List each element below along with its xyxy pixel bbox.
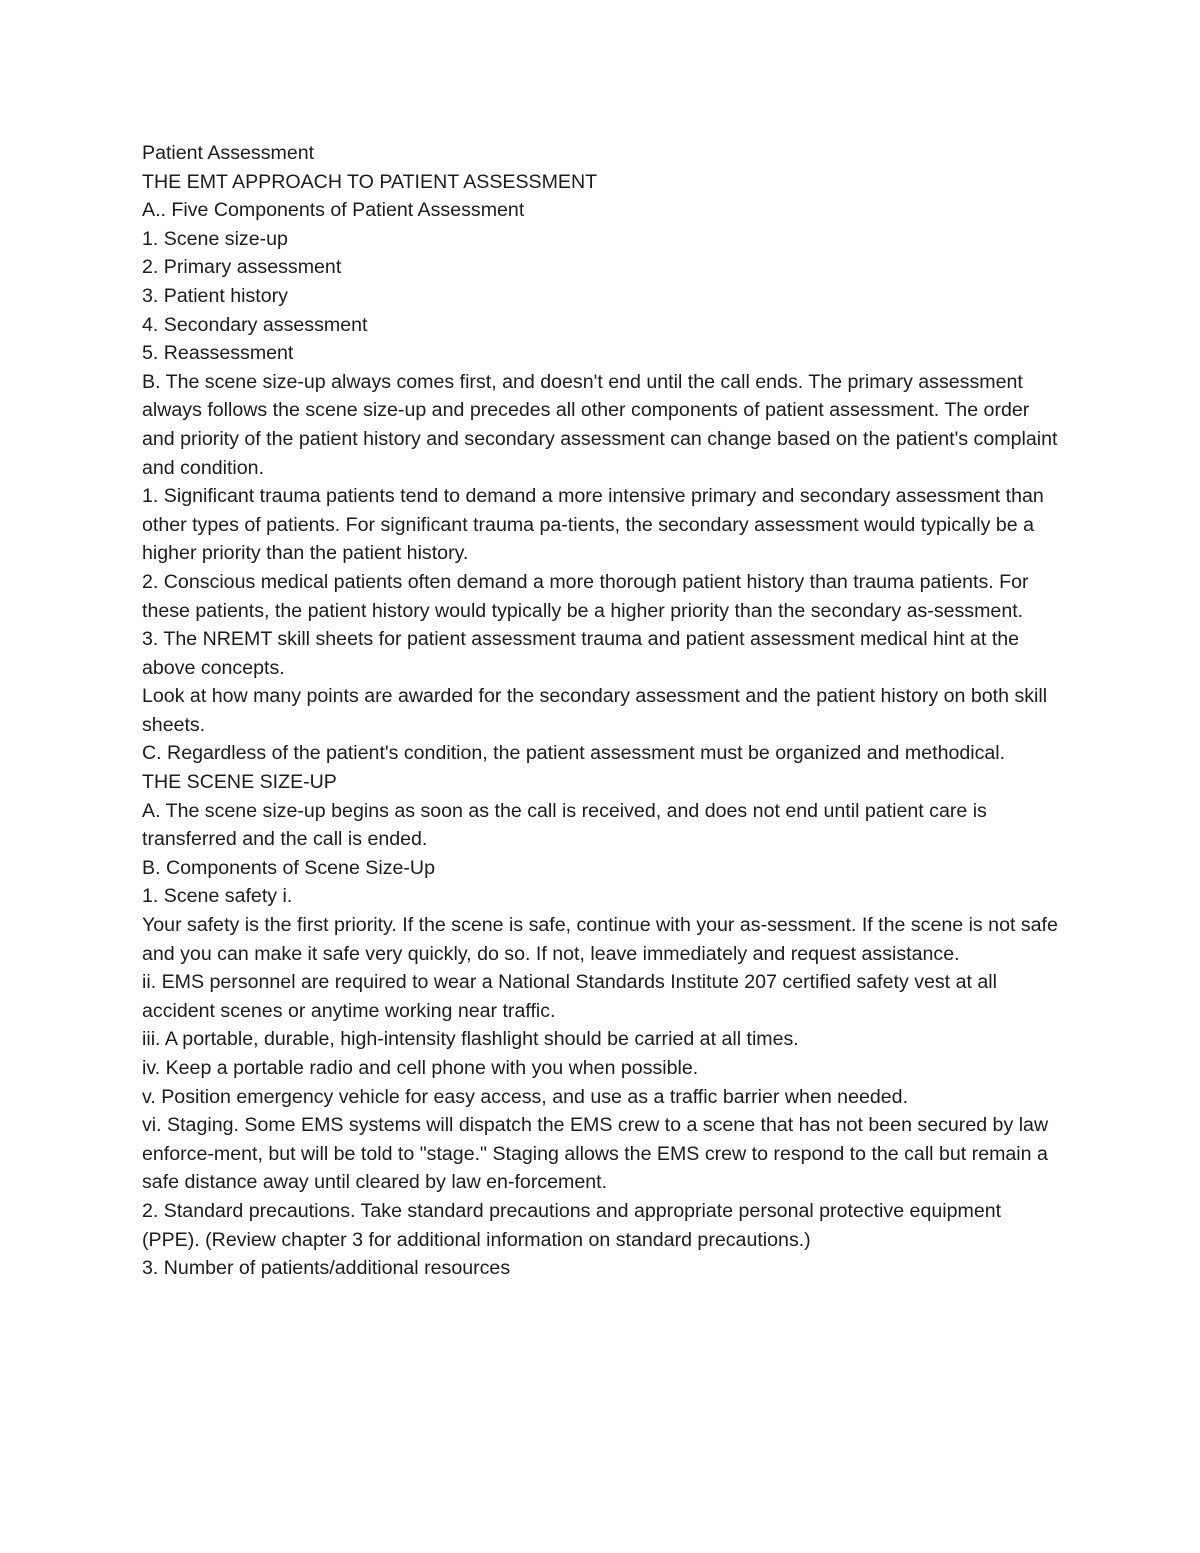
- document-title: Patient Assessment: [142, 142, 315, 164]
- subsection-heading: B. Components of Scene Size-Up: [142, 856, 435, 879]
- paragraph: B. The scene size-up always comes first, and doesn't end until the call ends. The primary assessment always follows the scene size-up and precedes all other components of patient assessment. The order and priority of the patient history and secondary assessment can change based on the patient's complaint and condition.: [142, 370, 1058, 479]
- paragraph: iv. Keep a portable radio and cell phone with you when possible.: [142, 1057, 699, 1079]
- list-item: 1. Scene safety i.: [142, 885, 293, 908]
- list-item: 4. Secondary assessment: [142, 313, 368, 336]
- paragraph: Your safety is the first priority. If the scene is safe, continue with your as-sessment. If the scene is not safe and you can make it safe very quickly, do so. If not, leave immediately and request assistance.: [142, 914, 1058, 965]
- paragraph: iii. A portable, durable, high-intensity flashlight should be carried at all times.: [142, 1028, 799, 1051]
- document-body: [142, 139, 1062, 1283]
- paragraph: 1. Significant trauma patients tend to demand a more intensive primary and secondary assessment than other types of patients. For significant trauma pa-tients, the secondary assessment would typically be a higher priority than the patient history.: [142, 485, 1044, 565]
- section-heading: THE SCENE SIZE-UP: [142, 771, 337, 794]
- list-item: 1. Scene size-up: [142, 227, 288, 250]
- paragraph: ii. EMS personnel are required to wear a National Standards Institute 207 certified safety vest at all accident scenes or anytime working near traffic.: [142, 971, 997, 1022]
- paragraph: 3. The NREMT skill sheets for patient assessment trauma and patient assessment medical hint at the above concepts.: [142, 628, 1020, 679]
- subsection-heading: A.. Five Components of Patient Assessment: [142, 199, 525, 222]
- paragraph: A. The scene size-up begins as soon as the call is received, and does not end until patient care is transferred and the call is ended.: [142, 799, 987, 851]
- list-item: 3. Patient history: [142, 284, 288, 307]
- paragraph: 2. Standard precautions. Take standard precautions and appropriate personal protective equipment (PPE). (Review chapter 3 for additional information on standard precautions.): [142, 1199, 1002, 1251]
- paragraph: vi. Staging. Some EMS systems will dispatch the EMS crew to a scene that has not been secured by law enforce-ment, but will be told to "stage." Staging allows the EMS crew to respond to the call but remain a safe distance away until cleared by law en-forcement.: [142, 1114, 1049, 1194]
- paragraph: v. Position emergency vehicle for easy access, and use as a traffic barrier when needed.: [142, 1085, 909, 1108]
- paragraph: 2. Conscious medical patients often demand a more thorough patient history than trauma patients. For these patients, the patient history would typically be a higher priority than the secondary as-sessment.: [142, 570, 1029, 622]
- paragraph: C. Regardless of the patient's condition, the patient assessment must be organized and methodical.: [142, 742, 1006, 765]
- section-heading: THE EMT APPROACH TO PATIENT ASSESSMENT: [142, 170, 598, 193]
- list-item: 2. Primary assessment: [142, 256, 342, 279]
- paragraph: Look at how many points are awarded for the secondary assessment and the patient history on both skill sheets.: [142, 685, 1048, 736]
- list-item: 5. Reassessment: [142, 342, 294, 365]
- list-item: 3. Number of patients/additional resources: [142, 1257, 511, 1280]
